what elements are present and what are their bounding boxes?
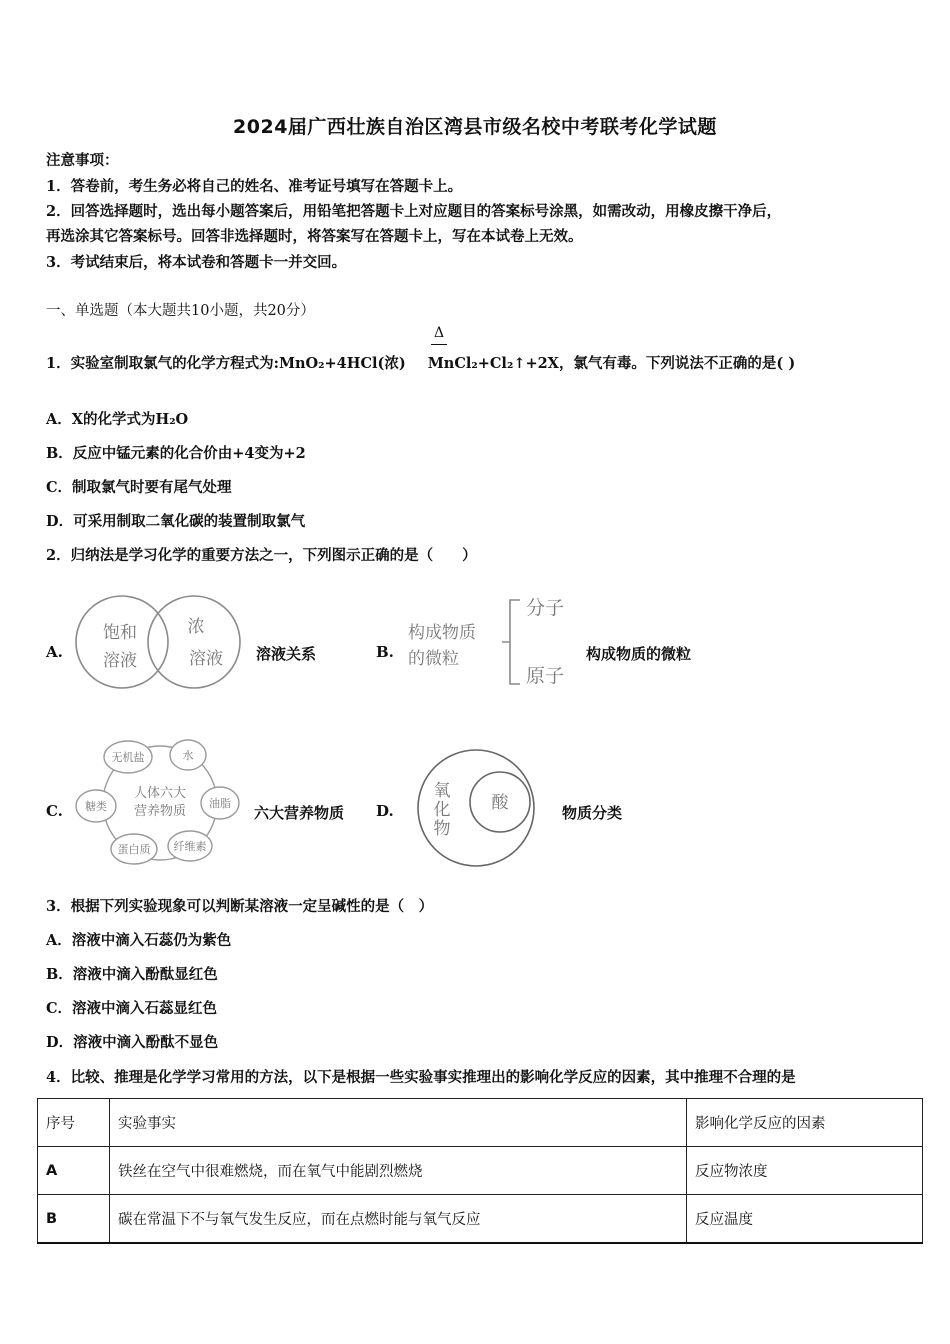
q1-option-c: C．制取氯气时要有尾气处理 [46,479,232,496]
nutrients-center-line1: 人体六大 [133,786,187,801]
q3-option-a: A．溶液中滴入石蕊仍为紫色 [46,932,232,949]
q1-prefix: 1．实验室制取氯气的化学方程式为: [46,355,279,372]
q3-option-d: D．溶液中滴入酚酞不显色 [46,1034,219,1051]
q1-stem [46,352,795,373]
q2-option-c-caption: 六大营养物质 [254,804,345,822]
outer-label-char3: 物 [433,819,451,839]
q1-option-d: D．可采用制取二氧化碳的装置制取氯气 [46,513,306,530]
notice-item-1: 1．答卷前，考生务必将自己的姓名、准考证号填写在答题卡上。 [46,178,463,195]
classification-diagram [402,748,552,872]
node-protein-label: 蛋白质 [117,843,151,856]
q1-suffix: ，氯气有毒。下列说法不正确的是( ) [558,355,796,372]
section-heading: 一、单选题（本大题共10小题，共20分） [46,303,315,319]
table-row [38,1195,923,1244]
node-cellulose-label: 纤维素 [173,840,207,853]
q2-option-b-letter: B. [376,643,394,661]
node-inorganic-salt-label: 无机盐 [111,751,145,764]
table-header-row [38,1099,923,1147]
heat-condition-symbol: Δ [433,325,445,341]
table-cell-factor: 反应物浓度 [687,1147,923,1195]
q2-option-a-caption: 溶液关系 [256,645,317,663]
q1-option-a: A．X的化学式为H₂O [46,411,189,428]
node-fat-label: 油脂 [209,797,231,810]
table-header-cell: 实验事实 [110,1099,687,1147]
q3-option-b: B．溶液中滴入酚酞显红色 [46,966,218,983]
venn-diagram-solution [72,592,247,692]
page-title: 2024届广西壮族自治区湾县市级名校中考联考化学试题 [233,116,717,138]
notice-item-2: 2．回答选择题时，选出每小题答案后，用铅笔把答题卡上对应题目的答案标号涂黑，如需改动，用橡皮擦干净后， [46,203,782,220]
q3-stem: 3．根据下列实验现象可以判断某溶液一定呈碱性的是（ ） [46,898,434,915]
venn-left-line2: 溶液 [103,651,137,671]
venn-right-line1: 浓 [187,617,205,637]
q3-option-c: C．溶液中滴入石蕊显红色 [46,1000,218,1017]
node-water-label: 水 [182,749,194,762]
node-sugar-label: 糖类 [85,800,107,813]
table-cell-factor: 反应温度 [687,1195,923,1244]
tree-root-line2: 的微粒 [408,649,459,669]
q4-table [37,1098,923,1244]
q2-option-b-caption: 构成物质的微粒 [586,645,692,663]
table-cell-fact: 碳在常温下不与氧气发生反应，而在点燃时能与氧气反应 [110,1195,687,1244]
particle-tree-diagram [402,592,582,692]
notice-item-3: 3．考试结束后，将本试卷和答题卡一并交回。 [46,254,347,271]
tree-branch-bottom: 原子 [526,665,565,687]
q2-option-a-letter: A. [46,643,63,661]
notice-heading: 注意事项： [46,152,119,169]
q1-reactants: MnO₂+4HCl(浓) [278,355,406,372]
inner-label: 酸 [491,793,509,813]
venn-circle-right [148,596,240,688]
outer-label-char2: 化 [433,800,451,820]
table-cell-fact: 铁丝在空气中很难燃烧，而在氧气中能剧烈燃烧 [110,1147,687,1195]
nutrients-center-line2: 营养物质 [133,804,187,819]
nutrients-ring-diagram [72,733,247,868]
notice-item-2-cont: 再选涂其它答案标号。回答非选择题时，将答案写在答题卡上，写在本试卷上无效。 [46,228,583,245]
q4-stem: 4．比较、推理是化学学习常用的方法，以下是根据一些实验事实推理出的影响化学反应的因素，其中推理不合理的是 [46,1069,796,1086]
q2-option-d-letter: D. [376,802,394,820]
venn-right-line2: 溶液 [189,649,223,669]
q1-products: MnCl₂+Cl₂↑+2X [427,355,559,372]
venn-left-line1: 饱和 [103,623,137,643]
tree-bracket [502,600,520,684]
outer-label-char1: 氧 [433,781,451,801]
tree-branch-top: 分子 [526,597,565,619]
q2-option-c-letter: C. [46,802,63,820]
tree-root-line1: 构成物质 [408,623,476,643]
table-header-cell: 序号 [38,1099,110,1147]
q2-stem: 2．归纳法是学习化学的重要方法之一，下列图示正确的是（ ） [46,547,477,564]
table-cell-id: B [38,1195,110,1244]
table-header-cell: 影响化学反应的因素 [687,1099,923,1147]
table-cell-id: A [38,1147,110,1195]
table-row [38,1147,923,1195]
equation-arrow-bar [431,344,447,345]
q1-option-b: B．反应中锰元素的化合价由+4变为+2 [46,445,306,462]
q2-option-d-caption: 物质分类 [562,804,623,822]
